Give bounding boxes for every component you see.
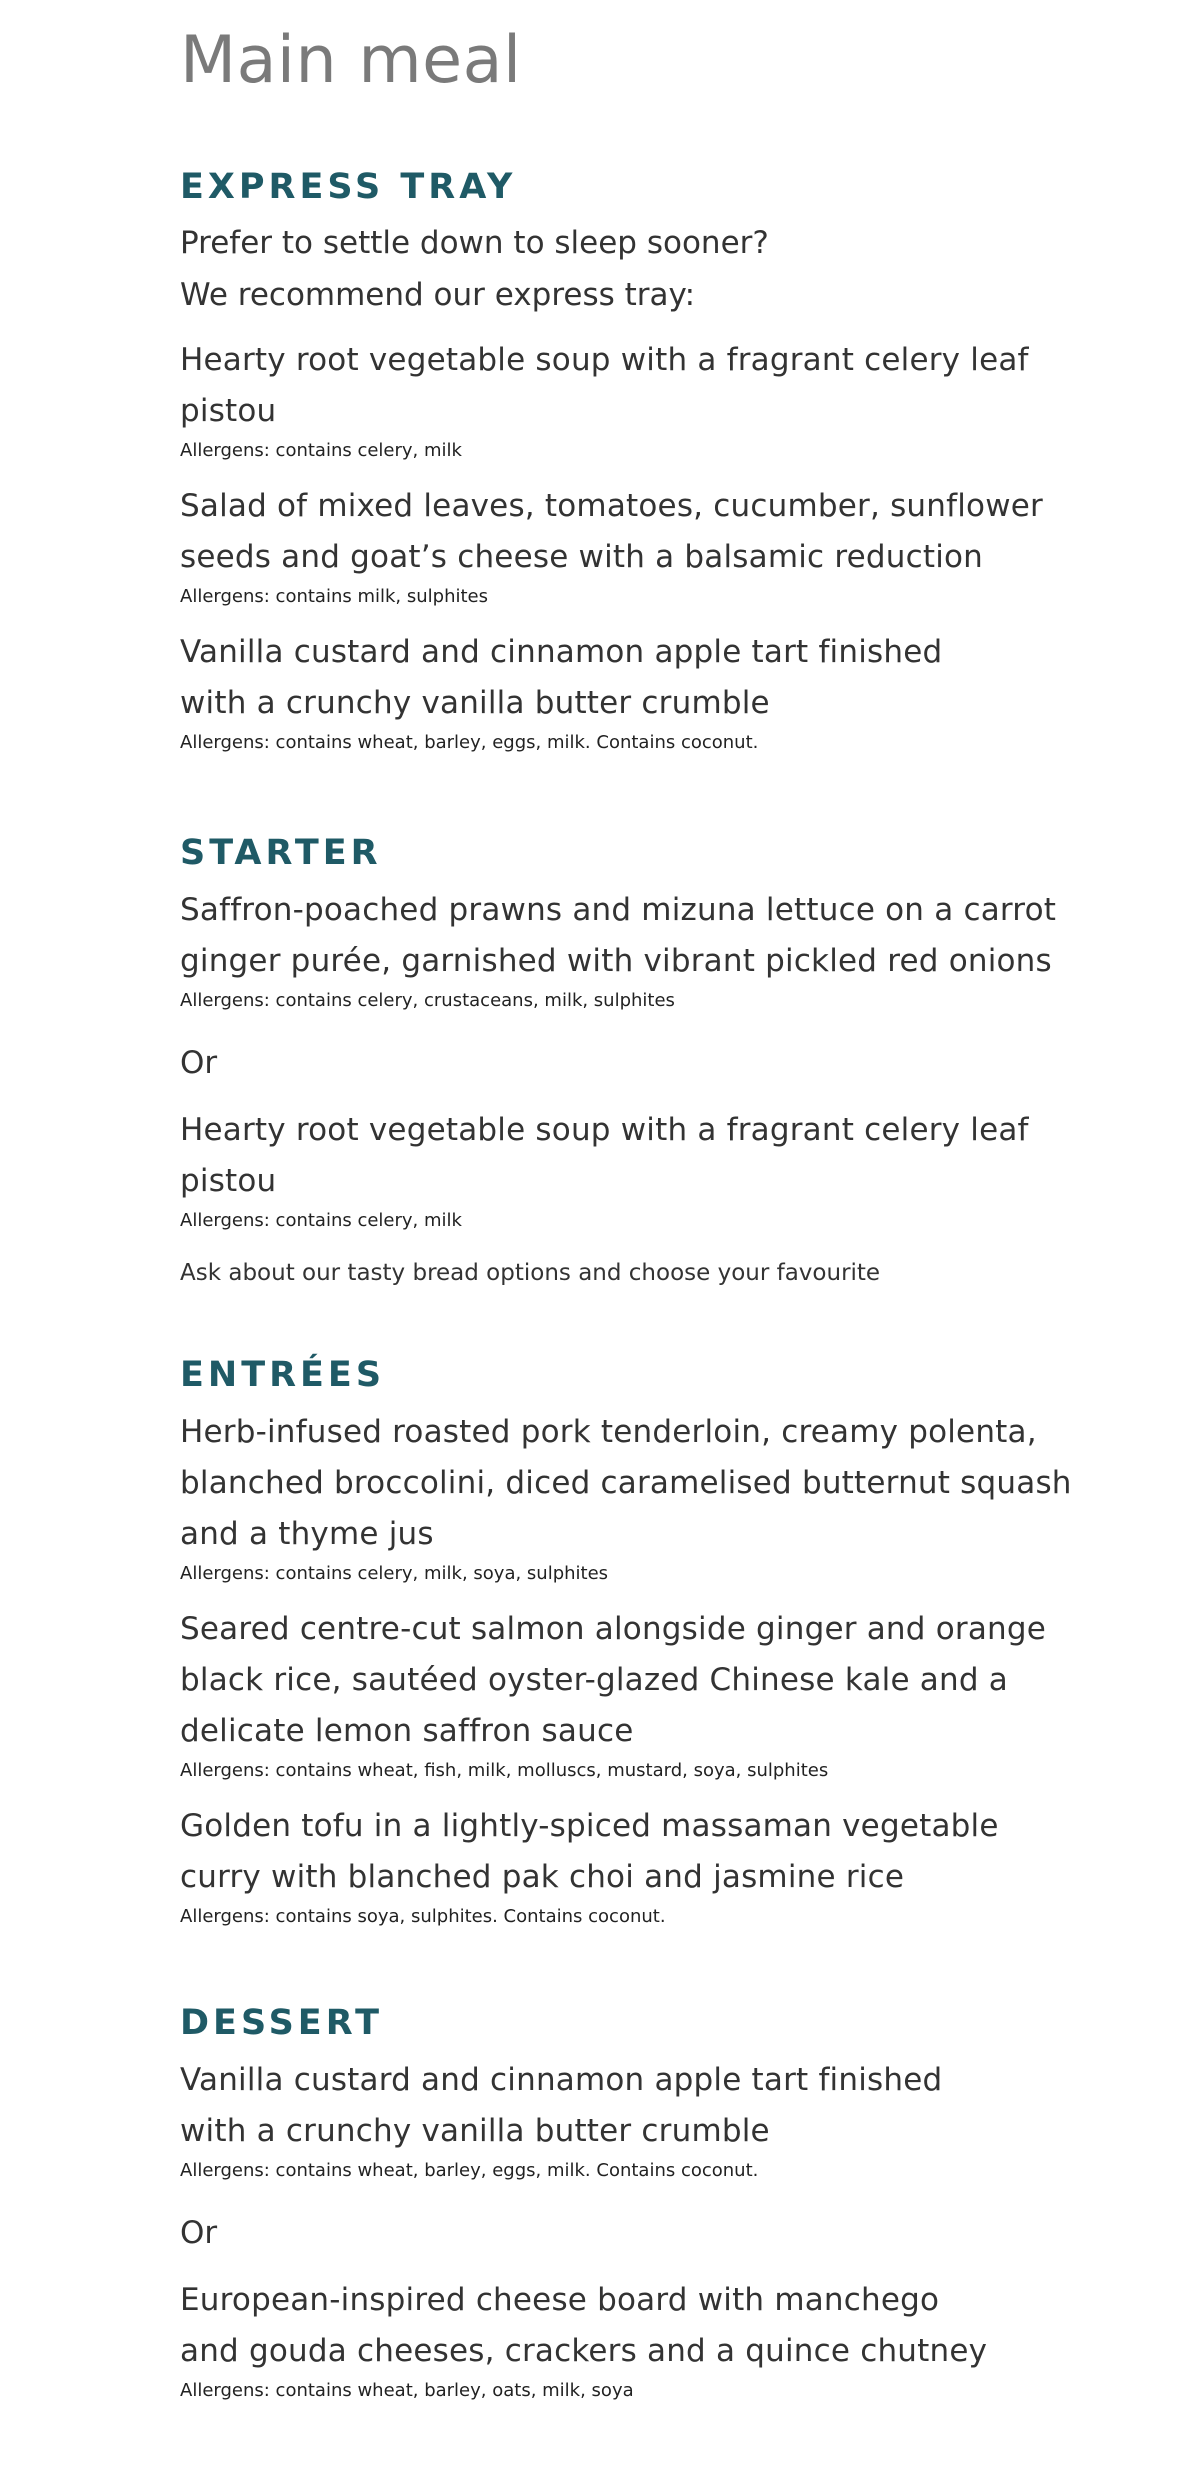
menu-item-line: European-inspired cheese board with manchego [180, 2282, 940, 2318]
section-title-express-tray: EXPRESS TRAY [180, 167, 517, 207]
menu-item-description [180, 885, 1080, 987]
express-intro [180, 217, 1080, 321]
allergens-note: Allergens: contains milk, sulphites [180, 586, 488, 607]
menu-item-line: delicate lemon saffron sauce [180, 1713, 634, 1749]
or-separator: Or [180, 1045, 218, 1081]
allergens-note: Allergens: contains wheat, fish, milk, molluscs, mustard, soya, sulphites [180, 1760, 829, 1781]
menu-item-line: black rice, sautéed oyster-glazed Chinese kale and a [180, 1662, 1008, 1698]
allergens-note: Allergens: contains wheat, barley, oats, milk, soya [180, 2380, 634, 2401]
menu-item-line: Golden tofu in a lightly-spiced massaman vegetable [180, 1808, 999, 1844]
menu-item-line: curry with blanched pak choi and jasmine rice [180, 1859, 905, 1895]
menu-item-line: ginger purée, garnished with vibrant pickled red onions [180, 943, 1052, 979]
menu-item-description [180, 481, 1080, 583]
express-intro-line-1: Prefer to settle down to sleep sooner? [180, 225, 769, 261]
menu-item-description [180, 1407, 1080, 1560]
menu-item [180, 1604, 1080, 1785]
or-separator: Or [180, 2215, 218, 2251]
menu-item [180, 2275, 1080, 2405]
menu-item [180, 2055, 1080, 2185]
menu-item-line: Vanilla custard and cinnamon apple tart finished [180, 2062, 943, 2098]
section-dessert [180, 2001, 1080, 2405]
menu-item [180, 885, 1080, 1015]
section-entrees [180, 1353, 1080, 1931]
menu-item-line: and gouda cheeses, crackers and a quince chutney [180, 2333, 988, 2369]
menu-item-line: Saffron-poached prawns and mizuna lettuce on a carrot [180, 892, 1057, 928]
allergens-note: Allergens: contains celery, crustaceans, milk, sulphites [180, 990, 675, 1011]
menu-item [180, 1407, 1080, 1588]
menu-item [180, 1801, 1080, 1931]
section-title-entrees: ENTRÉES [180, 1355, 386, 1395]
menu-item-line: Hearty root vegetable soup with a fragrant celery leaf pistou [180, 342, 1029, 429]
menu-item-description [180, 2275, 1080, 2377]
menu-item-line: Salad of mixed leaves, tomatoes, cucumber, sunflower [180, 488, 1043, 524]
section-title-starter: STARTER [180, 833, 382, 873]
menu-item-line: with a crunchy vanilla butter crumble [180, 2113, 770, 2149]
menu-item [180, 335, 1080, 465]
section-starter [180, 831, 1080, 1291]
menu-item-line: blanched broccolini, diced caramelised butternut squash [180, 1465, 1072, 1501]
allergens-note: Allergens: contains wheat, barley, eggs, milk. Contains coconut. [180, 2160, 759, 2181]
allergens-note: Allergens: contains celery, milk [180, 440, 462, 461]
allergens-note: Allergens: contains celery, milk, soya, sulphites [180, 1563, 609, 1584]
menu-item-description [180, 1801, 1080, 1903]
menu-item [180, 627, 1080, 757]
menu-item-description [180, 627, 1080, 729]
allergens-note: Allergens: contains soya, sulphites. Contains coconut. [180, 1906, 666, 1927]
menu-item-line: Vanilla custard and cinnamon apple tart finished [180, 634, 943, 670]
section-express-tray [180, 165, 1080, 757]
menu-item-line: Herb-infused roasted pork tenderloin, creamy polenta, [180, 1414, 1037, 1450]
menu-item-description [180, 2055, 1080, 2157]
bread-note: Ask about our tasty bread options and choose your favourite [180, 1260, 881, 1286]
menu-item [180, 481, 1080, 611]
allergens-note: Allergens: contains celery, milk [180, 1210, 462, 1231]
menu-item-description [180, 1604, 1080, 1757]
express-intro-line-2: We recommend our express tray: [180, 277, 696, 313]
menu-item-line: with a crunchy vanilla butter crumble [180, 685, 770, 721]
menu-item-line: Hearty root vegetable soup with a fragrant celery leaf pistou [180, 1112, 1029, 1199]
menu-item-line: Seared centre-cut salmon alongside ginger and orange [180, 1611, 1047, 1647]
menu-item [180, 1105, 1080, 1235]
section-title-dessert: DESSERT [180, 2003, 383, 2043]
menu-item-line: seeds and goat’s cheese with a balsamic reduction [180, 539, 984, 575]
page-title: Main meal [180, 23, 522, 98]
menu-item-line: and a thyme jus [180, 1516, 434, 1552]
menu-item-description [180, 335, 1080, 437]
allergens-note: Allergens: contains wheat, barley, eggs, milk. Contains coconut. [180, 732, 759, 753]
menu-item-description [180, 1105, 1080, 1207]
